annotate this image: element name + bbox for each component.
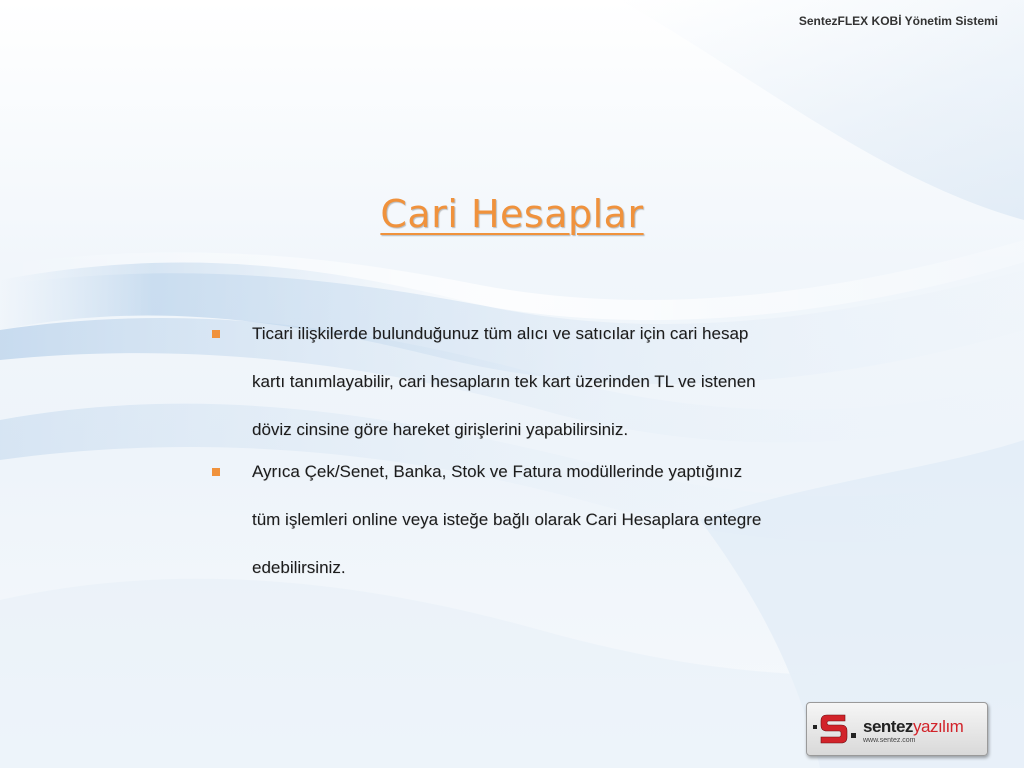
square-bullet-icon [212,468,220,476]
bullet-line: edebilirsiniz. [252,558,346,577]
sentez-s-logo-icon [807,703,863,755]
logo-word-yazilim: yazılım [913,717,964,736]
logo-url: www.sentez.com [863,737,916,744]
bullet-line: tüm işlemleri online veya isteğe bağlı olarak Cari Hesaplara entegre [252,510,762,529]
bullet-line: Ayrıca Çek/Senet, Banka, Stok ve Fatura modüllerinde yaptığınız [252,462,743,481]
bullet-item [206,448,856,592]
header-title: SentezFLEX KOBİ Yönetim Sistemi [798,14,998,28]
bullet-line: kartı tanımlayabilir, cari hesapların tek kart üzerinden TL ve istenen [252,372,756,391]
bullet-list [206,316,856,592]
bullet-item [206,310,856,454]
page-title: Cari Hesaplar [380,192,644,236]
bullet-line: Ticari ilişkilerde bulunduğunuz tüm alıcı ve satıcılar için cari hesap [252,324,749,343]
square-bullet-icon [212,330,220,338]
bullet-line: döviz cinsine göre hareket girişlerini yapabilirsiniz. [252,420,629,439]
logo-word-sentez: sentez [863,717,913,736]
sentez-logo [806,702,988,756]
